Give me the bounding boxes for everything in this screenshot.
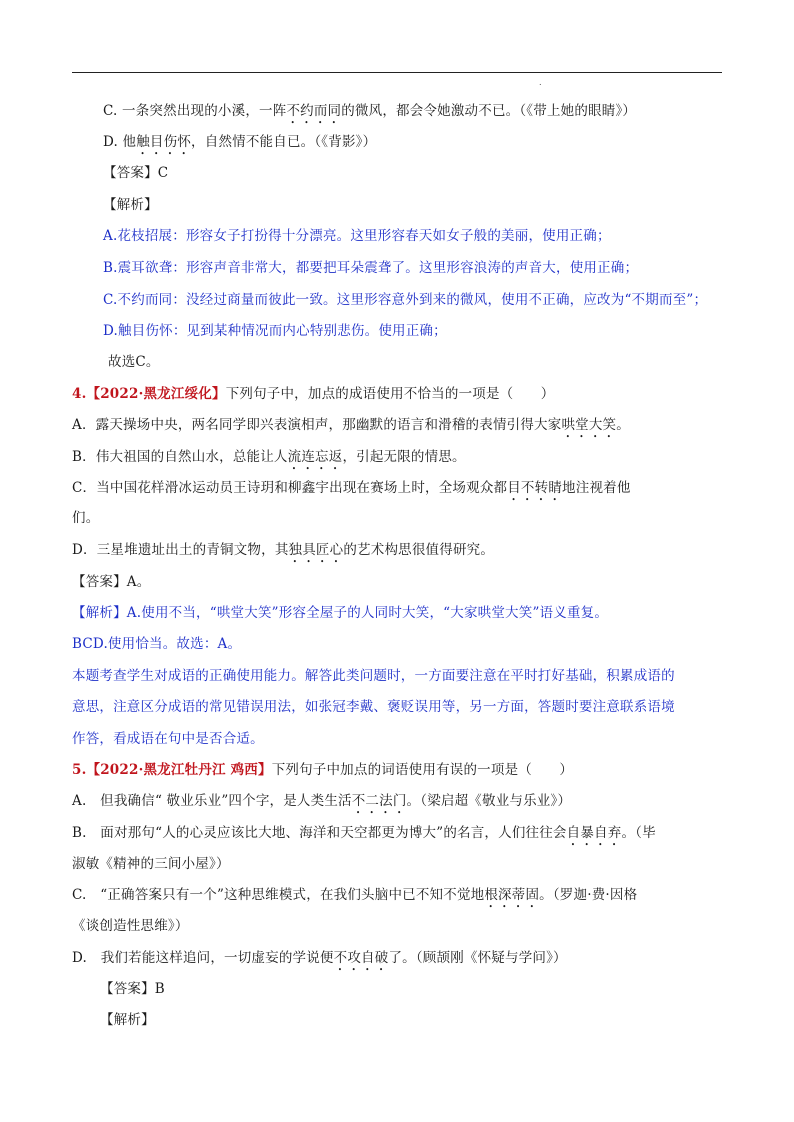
emphasized-idiom: 流连忘返	[287, 449, 343, 465]
header-rule	[72, 72, 722, 73]
q5-heading	[72, 760, 573, 780]
q5-stem: 下列句子中加点的词语使用有误的一项是（ ）	[271, 762, 574, 778]
q3-option-c: C. 一条突然出现的小溪，一阵不约而同的微风，都会令她激动不已。（《带上她的眼睛》）	[103, 103, 637, 119]
q4-heading	[72, 384, 555, 404]
q3-analysis-b: B.震耳欲聋：形容声音非常大，都要把耳朵震聋了。这里形容浪涛的声音大，使用正确；	[103, 260, 639, 276]
q5-option-c-line2: 《谈创造性思维》）	[72, 918, 189, 934]
q4-option-c-line2: 们。	[72, 510, 100, 526]
q4-option-c-line1: C．当中国花样滑冰运动员王诗玥和柳鑫宇出现在赛场上时，全场观众都目不转睛地注视着他	[72, 480, 631, 496]
emphasized-idiom: 自暴自弃	[566, 825, 622, 841]
emphasized-idiom: 目不转睛	[507, 480, 563, 496]
q3-analysis-a: A.花枝招展：形容女子打扮得十分漂亮。这里形容春天如女子般的美丽，使用正确；	[103, 228, 611, 244]
q4-note-line3: 作答，看成语在句中是否合适。	[72, 731, 264, 747]
q5-option-a: A. 但我确信“ 敬业乐业”四个字，是人类生活不二法门。（梁启超《敬业与乐业》）	[72, 793, 572, 809]
q4-analysis-line1: 【解析】A.使用不当，“哄堂大笑”形容全屋子的人同时大笑，“大家哄堂大笑”语义重复。	[72, 605, 609, 621]
q3-analysis-label: 【解析】	[103, 197, 158, 213]
q5-answer: 【答案】B	[100, 981, 165, 997]
emphasized-idiom: 根深蒂固	[484, 887, 540, 903]
q4-stem: 下列句子中，加点的成语使用不恰当的一项是（ ）	[225, 386, 555, 402]
q4-note-line1: 本题考查学生对成语的正确使用能力。解答此类问题时，一方面要注意在平时打好基础，积累成语的	[72, 668, 675, 684]
q3-analysis-d: D.触目伤怀：见到某种情况而内心特别悲伤。使用正确；	[103, 323, 447, 339]
emphasized-idiom: 不约而同	[286, 103, 342, 119]
q5-option-c-line1: C. “正确答案只有一个”这种思维模式，在我们头脑中已不知不觉地根深蒂固。（罗迦·费·因格	[72, 887, 638, 903]
q5-number: 5.	[72, 762, 87, 778]
emphasized-idiom: 不攻自破	[333, 950, 389, 966]
header-mark: .	[539, 78, 542, 87]
emphasized-idiom: 不二法门	[351, 793, 407, 809]
q5-option-b-line2: 淑敏《精神的三间小屋》）	[72, 856, 230, 872]
q5-analysis-label: 【解析】	[100, 1012, 155, 1028]
q4-option-b: B．伟大祖国的自然山水，总能让人流连忘返，引起无限的情思。	[72, 449, 466, 465]
q4-number: 4.	[72, 386, 87, 402]
q4-option-a: A．露天操场中央，两名同学即兴表演相声，那幽默的语言和滑稽的表情引得大家哄堂大笑。	[72, 417, 630, 433]
q3-option-d: D. 他触目伤怀，自然情不能自已。（《背影》）	[103, 134, 377, 150]
q4-answer: 【答案】A。	[72, 574, 151, 590]
q5-source: 【2022·黑龙江牡丹江 鸡西】	[86, 762, 272, 778]
q3-analysis-c: C.不约而同：没经过商量而彼此一致。这里形容意外到来的微风，使用不正确，应改为“不期而至”；	[103, 292, 708, 308]
emphasized-idiom: 哄堂大笑	[561, 417, 617, 433]
q5-option-b-line1: B. 面对那句“人的心灵应该比大地、海洋和天空都更为博大”的名言，人们往往会自暴自弃。（毕	[72, 825, 656, 841]
q4-option-d: D．三星堆遗址出土的青铜文物，其独具匠心的艺术构思很值得研究。	[72, 542, 495, 558]
q3-answer: 【答案】C	[103, 165, 169, 181]
q4-source: 【2022·黑龙江绥化】	[86, 386, 226, 402]
q5-option-d: D. 我们若能这样追问，一切虚妄的学说便不攻自破了。（顾颉刚《怀疑与学问》）	[72, 950, 567, 966]
q4-analysis-line2: BCD.使用恰当。故选：A。	[72, 636, 242, 652]
q3-conclusion: 故选C。	[108, 354, 160, 370]
emphasized-idiom: 触目伤怀	[136, 134, 192, 150]
q4-note-line2: 意思，注意区分成语的常见错误用法，如张冠李戴、褒贬误用等，另一方面，答题时要注意联系语境	[72, 699, 675, 715]
emphasized-idiom: 独具匠心	[288, 542, 344, 558]
